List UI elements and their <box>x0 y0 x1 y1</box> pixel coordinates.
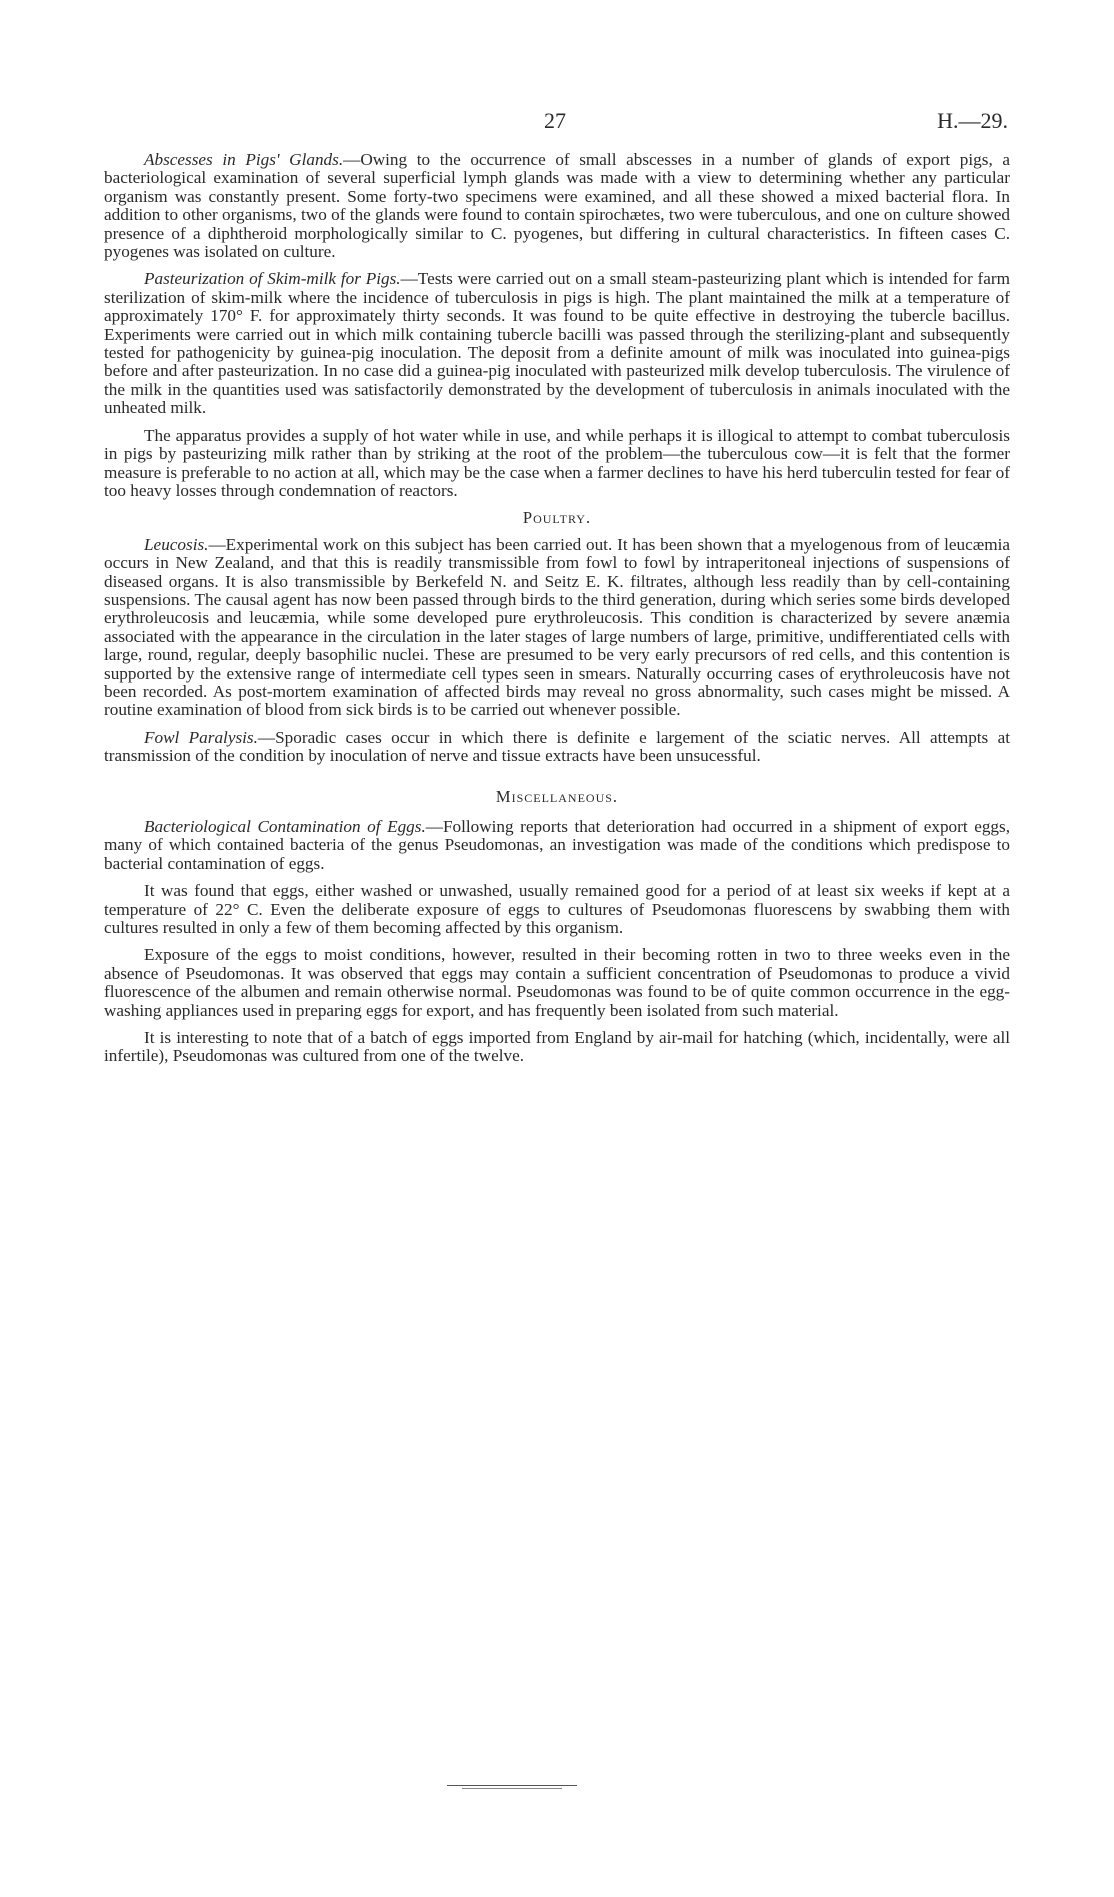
paragraph-text: The apparatus provides a supply of hot water while in use, and while perhaps it is illogical to attempt to combat tuberculosis in pigs by pasteurizing milk rather than by striking at the root of the problem—the tuberculous cow—it is felt that the former measure is preferable to no action at all, which may be the case when a farmer declines to have his herd tuberculin tested for fear of too heavy losses through condemnation of reactors. <box>104 425 1010 500</box>
paragraph-text: —Following reports that deterioration had occurred in a shipment of export eggs, many of which contained bacteria of the genus Pseudomonas, an investigation was made of the conditions which predispose to bacterial contamination of eggs. <box>104 817 1010 873</box>
paragraph-text: It was found that eggs, either washed or unwashed, usually remained good for a period of at least six weeks if kept at a temperature of 22° C. Even the deliberate exposure of eggs to cultures of Pseudomonas fluorescens by swabbing them with cultures resulted in only a few of them becoming affected by this organism. <box>104 881 1010 938</box>
paragraph-eggs-england <box>104 1029 1010 1066</box>
paragraph-text: —Tests were carried out on a small steam-pasteurizing plant which is intended for farm sterilization of skim-milk where the incidence of tuberculosis in pigs is high. The plant maintained the milk at a temperature of approximately 170° F. for approximately thirty seconds. It was found to be quite effective in destroying the tubercle bacillus. Experiments were carried out in which milk containing tubercle bacilli was passed through the sterilizing-plant and subsequently tested for pathogenicity by guinea-pig inoculation. The deposit from a definite amount of milk was inoculated into guinea-pigs before and after pasteurization. In no case did a guinea-pig inoculated with pasteurized milk develop tuberculosis. The virulence of the milk in the quantities used was satisfactorily demonstrated by the development of tuberculosis in animals inoculated with the unheated milk. <box>104 269 1010 418</box>
paragraph-text: —Experimental work on this subject has been carried out. It has been shown that a myelogenous from of leucæmia occurs in New Zealand, and that this is readily transmissible from fowl to fowl by intraperitoneal injections of suspensions of diseased organs. It is also transmissible by Berkefeld N. and Seitz E. K. filtrates, although less readily than by cell-containing suspensions. The causal agent has now been passed through birds to the third generation, during which series some birds developed erythroleucosis and leucæmia, while some developed pure erythroleucosis. This condition is characterized by severe anæmia associated with the appearance in the circulation in the later stages of large numbers of large, primitive, undifferentiated cells with large, round, regular, deeply basophilic nuclei. These are presumed to be very early precursors of red cells, and this contention is supported by the extensive range of intermediate cell types seen in smears. Naturally occurring cases of erythroleucosis have not been recorded. As post-mortem examination of affected birds may reveal no gross abnormality, such cases might be missed. A routine examination of blood from sick birds is to be carried out whenever possible. <box>104 534 1010 720</box>
section-heading-miscellaneous: Miscellaneous. <box>495 786 619 806</box>
paragraph-apparatus <box>104 427 1010 501</box>
paragraph-heading: Pasteurization of Skim-milk for Pigs. <box>144 269 401 289</box>
body-text <box>104 151 1010 1075</box>
paragraph-fowl-paralysis <box>104 729 1010 766</box>
document-reference: H.—29. <box>937 108 1008 133</box>
paragraph-eggs <box>104 818 1010 873</box>
paragraph-heading: Abscesses in Pigs' Glands. <box>144 150 344 169</box>
paragraph-eggs-storage <box>104 882 1010 937</box>
paragraph-text: It is interesting to note that of a batch of eggs imported from England by air-mail for hatching (which, incidentally, were all infertile), Pseudomonas was cultured from one of the twelve. <box>104 1028 1010 1066</box>
page-number: 27 <box>544 108 566 133</box>
paragraph-text: —Owing to the occurrence of small abscesses in a number of glands of export pigs, a bacteriological examination of several superficial lymph glands was made with a view to determining whether any particular organism was constantly present. Some forty-two specimens were examined, and all these showed a mixed bacterial flora. In addition to other organisms, two of the glands were found to contain spirochætes, two were tuberculous, and one on culture showed presence of a diphtheroid morphologically similar to C. pyogenes, but differing in cultural characteristics. In fifteen cases C. pyogenes was isolated on culture. <box>104 150 1010 262</box>
paragraph-eggs-moisture <box>104 946 1010 1020</box>
paragraph-pasteurization <box>104 270 1010 417</box>
section-heading-poultry: Poultry. <box>522 508 592 528</box>
page-header <box>0 108 1114 138</box>
paragraph-heading: Leucosis. <box>144 534 209 554</box>
paragraph-text: Exposure of the eggs to moist conditions, however, resulted in their becoming rotten in two to three weeks even in the absence of Pseudomonas. It was observed that eggs may contain a sufficient concentration of Pseudomonas to produce a vivid fluorescence of the albumen and remain otherwise normal. Pseudomonas was found to be of quite common occurrence in the egg-washing appliances used in preparing eggs for export, and has frequently been isolated from such material. <box>104 945 1010 1020</box>
paragraph-heading: Fowl Paralysis. <box>144 727 258 747</box>
paragraph-text: —Sporadic cases occur in which there is definite e largement of the sciatic nerves. All attempts at transmission of the condition by inoculation of nerve and tissue extracts have been unsucessful. <box>104 727 1011 766</box>
paragraph-heading: Bacteriological Contamination of Eggs. <box>144 817 426 836</box>
paragraph-abscesses <box>104 151 1010 261</box>
paragraph-leucosis <box>104 536 1010 720</box>
closing-rule <box>447 1785 577 1786</box>
